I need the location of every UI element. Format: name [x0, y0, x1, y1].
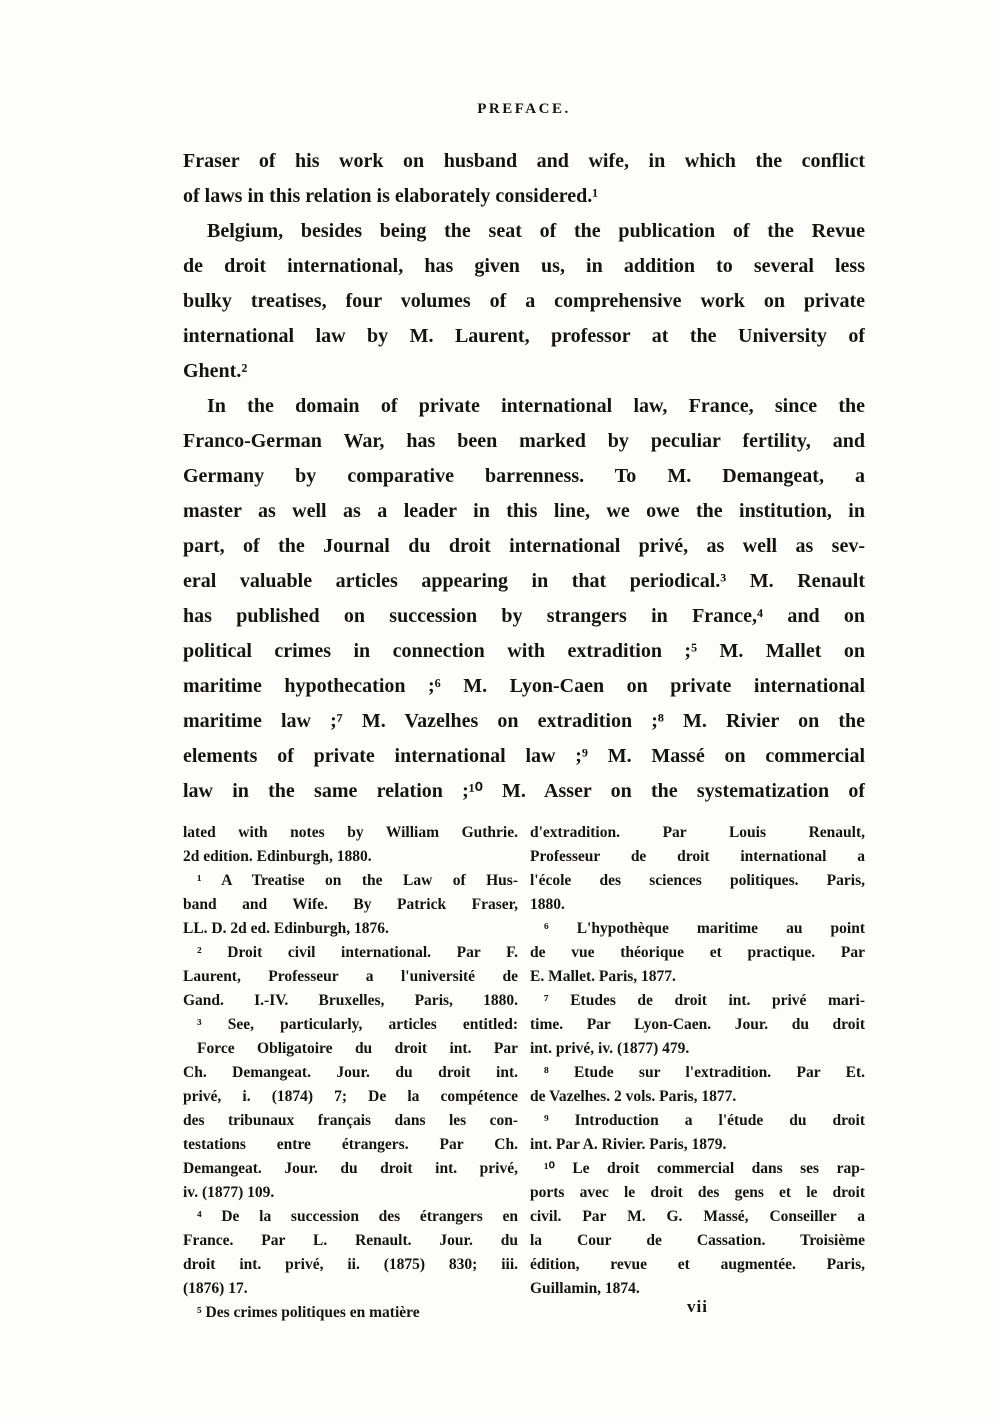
footnote-line: de Vazelhes. 2 vols. Paris, 1877.: [530, 1088, 737, 1105]
footnote-line: time. Par Lyon-Caen. Jour. du droit: [530, 1016, 865, 1033]
footnote-line: ² Droit civil international. Par F.: [197, 944, 518, 961]
footnote-line: 2d edition. Edinburgh, 1880.: [183, 848, 372, 865]
footnote-line: Laurent, Professeur a l'université de: [183, 968, 518, 985]
body-text-line: master as well as a leader in this line, we owe the institution, in: [183, 500, 865, 522]
body-text-line: maritime law ;⁷ M. Vazelhes on extradition ;⁸ M. Rivier on the: [183, 710, 865, 732]
page-header: PREFACE.: [477, 101, 571, 117]
footnote-line: de vue théorique et practique. Par: [530, 944, 865, 961]
footnote-line: ¹ A Treatise on the Law of Hus-: [197, 872, 518, 889]
footnote-line: des tribunaux français dans les con-: [183, 1112, 518, 1129]
footnotes-left-column: [183, 821, 518, 1325]
footnote-line: int. Par A. Rivier. Paris, 1879.: [530, 1136, 727, 1153]
footnote-line: band and Wife. By Patrick Fraser,: [183, 896, 518, 913]
body-text-line: eral valuable articles appearing in that periodical.³ M. Renault: [183, 570, 865, 592]
footnote-line: 1880.: [530, 896, 565, 913]
body-text-line: law in the same relation ;¹⁰ M. Asser on the systematization of: [183, 780, 865, 802]
body-text-line: political crimes in connection with extradition ;⁵ M. Mallet on: [183, 640, 865, 662]
footnote-line: Guillamin, 1874.: [530, 1280, 640, 1297]
footnotes-section: [183, 821, 865, 1325]
page-number: vii: [687, 1297, 708, 1316]
footnote-line: la Cour de Cassation. Troisième: [530, 1232, 865, 1249]
footnote-line: droit int. privé, ii. (1875) 830; iii.: [183, 1256, 518, 1273]
footnote-line: ⁷ Etudes de droit int. privé mari-: [544, 992, 865, 1009]
preface-body: [183, 144, 865, 809]
footnote-line: testations entre étrangers. Par Ch.: [183, 1136, 518, 1153]
body-text-line: Ghent.²: [183, 360, 248, 382]
footnote-line: ⁶ L'hypothèque maritime au point: [544, 920, 865, 937]
footnote-line: ⁸ Etude sur l'extradition. Par Et.: [544, 1064, 865, 1081]
footnote-line: int. privé, iv. (1877) 479.: [530, 1040, 690, 1057]
body-text-line: has published on succession by strangers in France,⁴ and on: [183, 605, 865, 627]
footnote-line: l'école des sciences politiques. Paris,: [530, 872, 865, 889]
footnote-line: d'extradition. Par Louis Renault,: [530, 824, 865, 841]
body-text-line: international law by M. Laurent, professor at the University of: [183, 325, 865, 347]
paragraph-2: [183, 214, 865, 389]
footnote-line: édition, revue et augmentée. Paris,: [530, 1256, 865, 1273]
footnotes-right-column: [530, 821, 865, 1325]
body-text-line: elements of private international law ;⁹ M. Massé on commercial: [183, 745, 865, 767]
footnote-line: Professeur de droit international a: [530, 848, 865, 865]
paragraph-3: [183, 389, 865, 809]
footnote-line: iv. (1877) 109.: [183, 1184, 275, 1201]
footnote-line: ⁵ Des crimes politiques en matière: [197, 1304, 420, 1321]
footnote-line: Force Obligatoire du droit int. Par: [197, 1040, 518, 1057]
body-text-line: Germany by comparative barrenness. To M. Demangeat, a: [183, 465, 865, 487]
footnote-line: E. Mallet. Paris, 1877.: [530, 968, 676, 985]
body-text-line: Fraser of his work on husband and wife, in which the conflict: [183, 150, 865, 172]
body-text-line: In the domain of private international law, France, since the: [207, 395, 865, 417]
body-text-line: Franco-German War, has been marked by peculiar fertility, and: [183, 430, 865, 452]
footnote-line: ⁴ De la succession des étrangers en: [197, 1208, 518, 1225]
footnote-line: Ch. Demangeat. Jour. du droit int.: [183, 1064, 518, 1081]
body-text-line: part, of the Journal du droit international privé, as well as sev-: [183, 535, 865, 557]
footnote-line: lated with notes by William Guthrie.: [183, 824, 518, 841]
paragraph-1: [183, 144, 865, 214]
footnote-line: LL. D. 2d ed. Edinburgh, 1876.: [183, 920, 389, 937]
footnote-line: (1876) 17.: [183, 1280, 248, 1297]
body-text-line: of laws in this relation is elaborately considered.¹: [183, 185, 599, 207]
footnote-line: ³ See, particularly, articles entitled:: [197, 1016, 518, 1033]
body-text-line: bulky treatises, four volumes of a comprehensive work on private: [183, 290, 865, 312]
body-text-line: maritime hypothecation ;⁶ M. Lyon-Caen on private international: [183, 675, 865, 697]
body-text-line: Belgium, besides being the seat of the publication of the Revue: [207, 220, 865, 242]
footnote-line: privé, i. (1874) 7; De la compétence: [183, 1088, 518, 1105]
footnote-line: ports avec le droit des gens et le droit: [530, 1184, 865, 1201]
footnote-line: ¹⁰ Le droit commercial dans ses rap-: [544, 1160, 865, 1177]
footnote-line: civil. Par M. G. Massé, Conseiller a: [530, 1208, 865, 1225]
footnote-line: Gand. I.-IV. Bruxelles, Paris, 1880.: [183, 992, 518, 1009]
footnote-line: ⁹ Introduction a l'étude du droit: [544, 1112, 865, 1129]
footnote-line: France. Par L. Renault. Jour. du: [183, 1232, 518, 1249]
body-text-line: de droit international, has given us, in addition to several less: [183, 255, 865, 277]
footnote-line: Demangeat. Jour. du droit int. privé,: [183, 1160, 518, 1177]
